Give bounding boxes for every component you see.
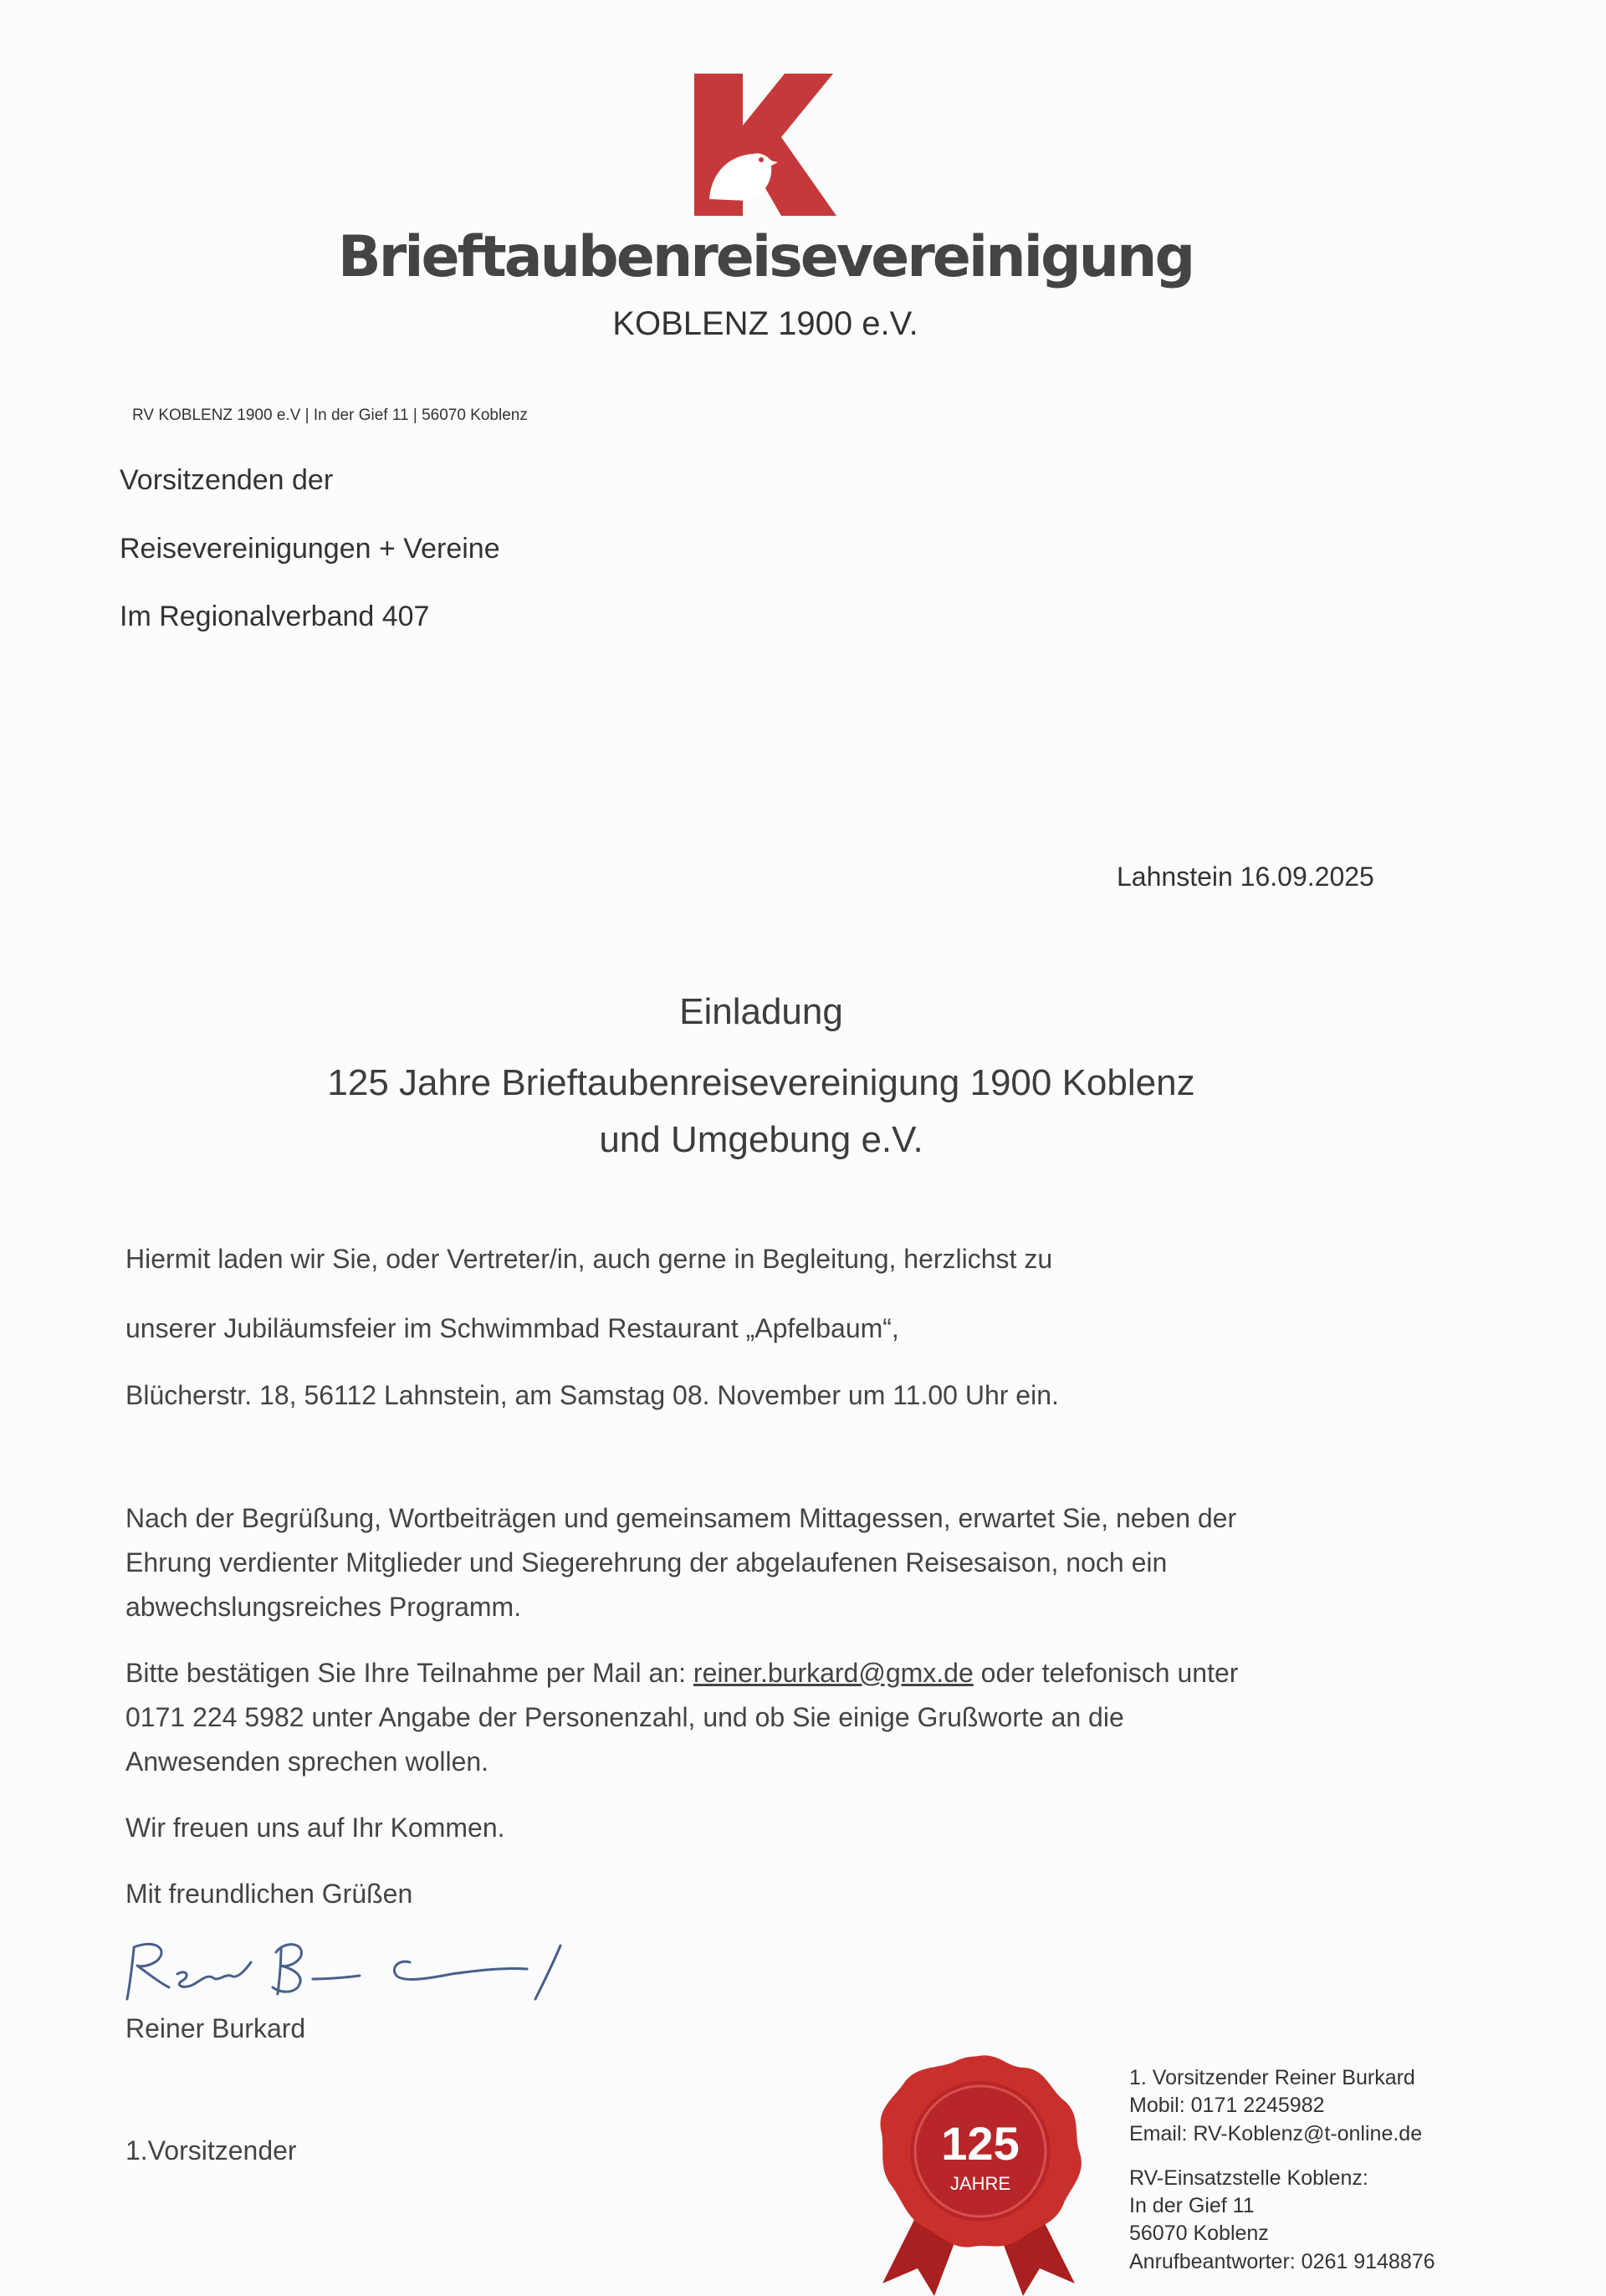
contact-line: 56070 Koblenz — [1129, 2222, 1269, 2245]
recipient-line: Im Regionalverband 407 — [120, 601, 430, 632]
letter-title: Einladung — [679, 991, 843, 1032]
signer-name: Reiner Burkard — [125, 2013, 306, 2043]
contact-line: 1. Vorsitzender Reiner Burkard — [1129, 2066, 1415, 2089]
contact-line: RV-Einsatzstelle Koblenz: — [1129, 2166, 1368, 2190]
recipient-line: Vorsitzenden der — [120, 464, 334, 496]
sender-address-line: RV KOBLENZ 1900 e.V | In der Gief 11 | 56070 Koblenz — [132, 407, 528, 424]
letter-subtitle: 125 Jahre Brieftaubenreisevereinigung 1900 Koblenz — [327, 1062, 1195, 1103]
letter-date: Lahnstein 16.09.2025 — [1117, 862, 1374, 892]
body-line — [125, 1658, 1238, 1689]
seal-number: 125 — [941, 2117, 1020, 2170]
body-line: Wir freuen uns auf Ihr Kommen. — [125, 1813, 505, 1843]
body-text: Bitte bestätigen Sie Ihre Teilnahme per Mail an: — [125, 1658, 693, 1688]
contact-line: In der Gief 11 — [1129, 2194, 1255, 2217]
recipient-line: Reisevereinigungen + Vereine — [120, 533, 500, 565]
body-line: Hiermit laden wir Sie, oder Vertreter/in, auch gerne in Begleitung, herzlichst zu — [125, 1244, 1053, 1274]
seal-label: JAHRE — [949, 2173, 1011, 2194]
logo-k-icon — [694, 74, 836, 216]
body-line: unserer Jubiläumsfeier im Schwimmbad Restaurant „Apfelbaum“, — [125, 1313, 899, 1343]
body-line: Ehrung verdienter Mitglieder und Siegerehrung der abgelaufenen Reisesaison, noch ein — [125, 1547, 1168, 1578]
signer-role: 1.Vorsitzender — [125, 2135, 297, 2166]
body-line: Nach der Begrüßung, Wortbeiträgen und gemeinsamem Mittagessen, erwartet Sie, neben der — [125, 1503, 1237, 1533]
contact-phone: Mobil: 0171 2245982 — [1129, 2094, 1325, 2117]
org-name: Brieftaubenreisevereinigung — [337, 224, 1194, 290]
contact-email: Email: RV-Koblenz@t-online.de — [1129, 2122, 1423, 2145]
closing-greeting: Mit freundlichen Grüßen — [125, 1879, 413, 1909]
signature-icon — [109, 1915, 577, 2007]
org-subtitle: KOBLENZ 1900 e.V. — [612, 305, 918, 342]
body-line: 0171 224 5982 unter Angabe der Personenzahl, und ob Sie einige Grußworte an die — [125, 1702, 1124, 1732]
contact-line: Anrufbeantworter: 0261 9148876 — [1129, 2250, 1435, 2273]
anniversary-seal-icon — [866, 2049, 1092, 2296]
body-text: oder telefonisch unter — [973, 1658, 1239, 1688]
body-line: abwechslungsreiches Programm. — [125, 1592, 522, 1622]
body-line: Anwesenden sprechen wollen. — [125, 1746, 489, 1777]
letter-subtitle: und Umgebung e.V. — [599, 1119, 923, 1160]
email-link[interactable]: reiner.burkard@gmx.de — [693, 1658, 974, 1688]
body-line: Blücherstr. 18, 56112 Lahnstein, am Samstag 08. November um 11.00 Uhr ein. — [125, 1380, 1059, 1410]
